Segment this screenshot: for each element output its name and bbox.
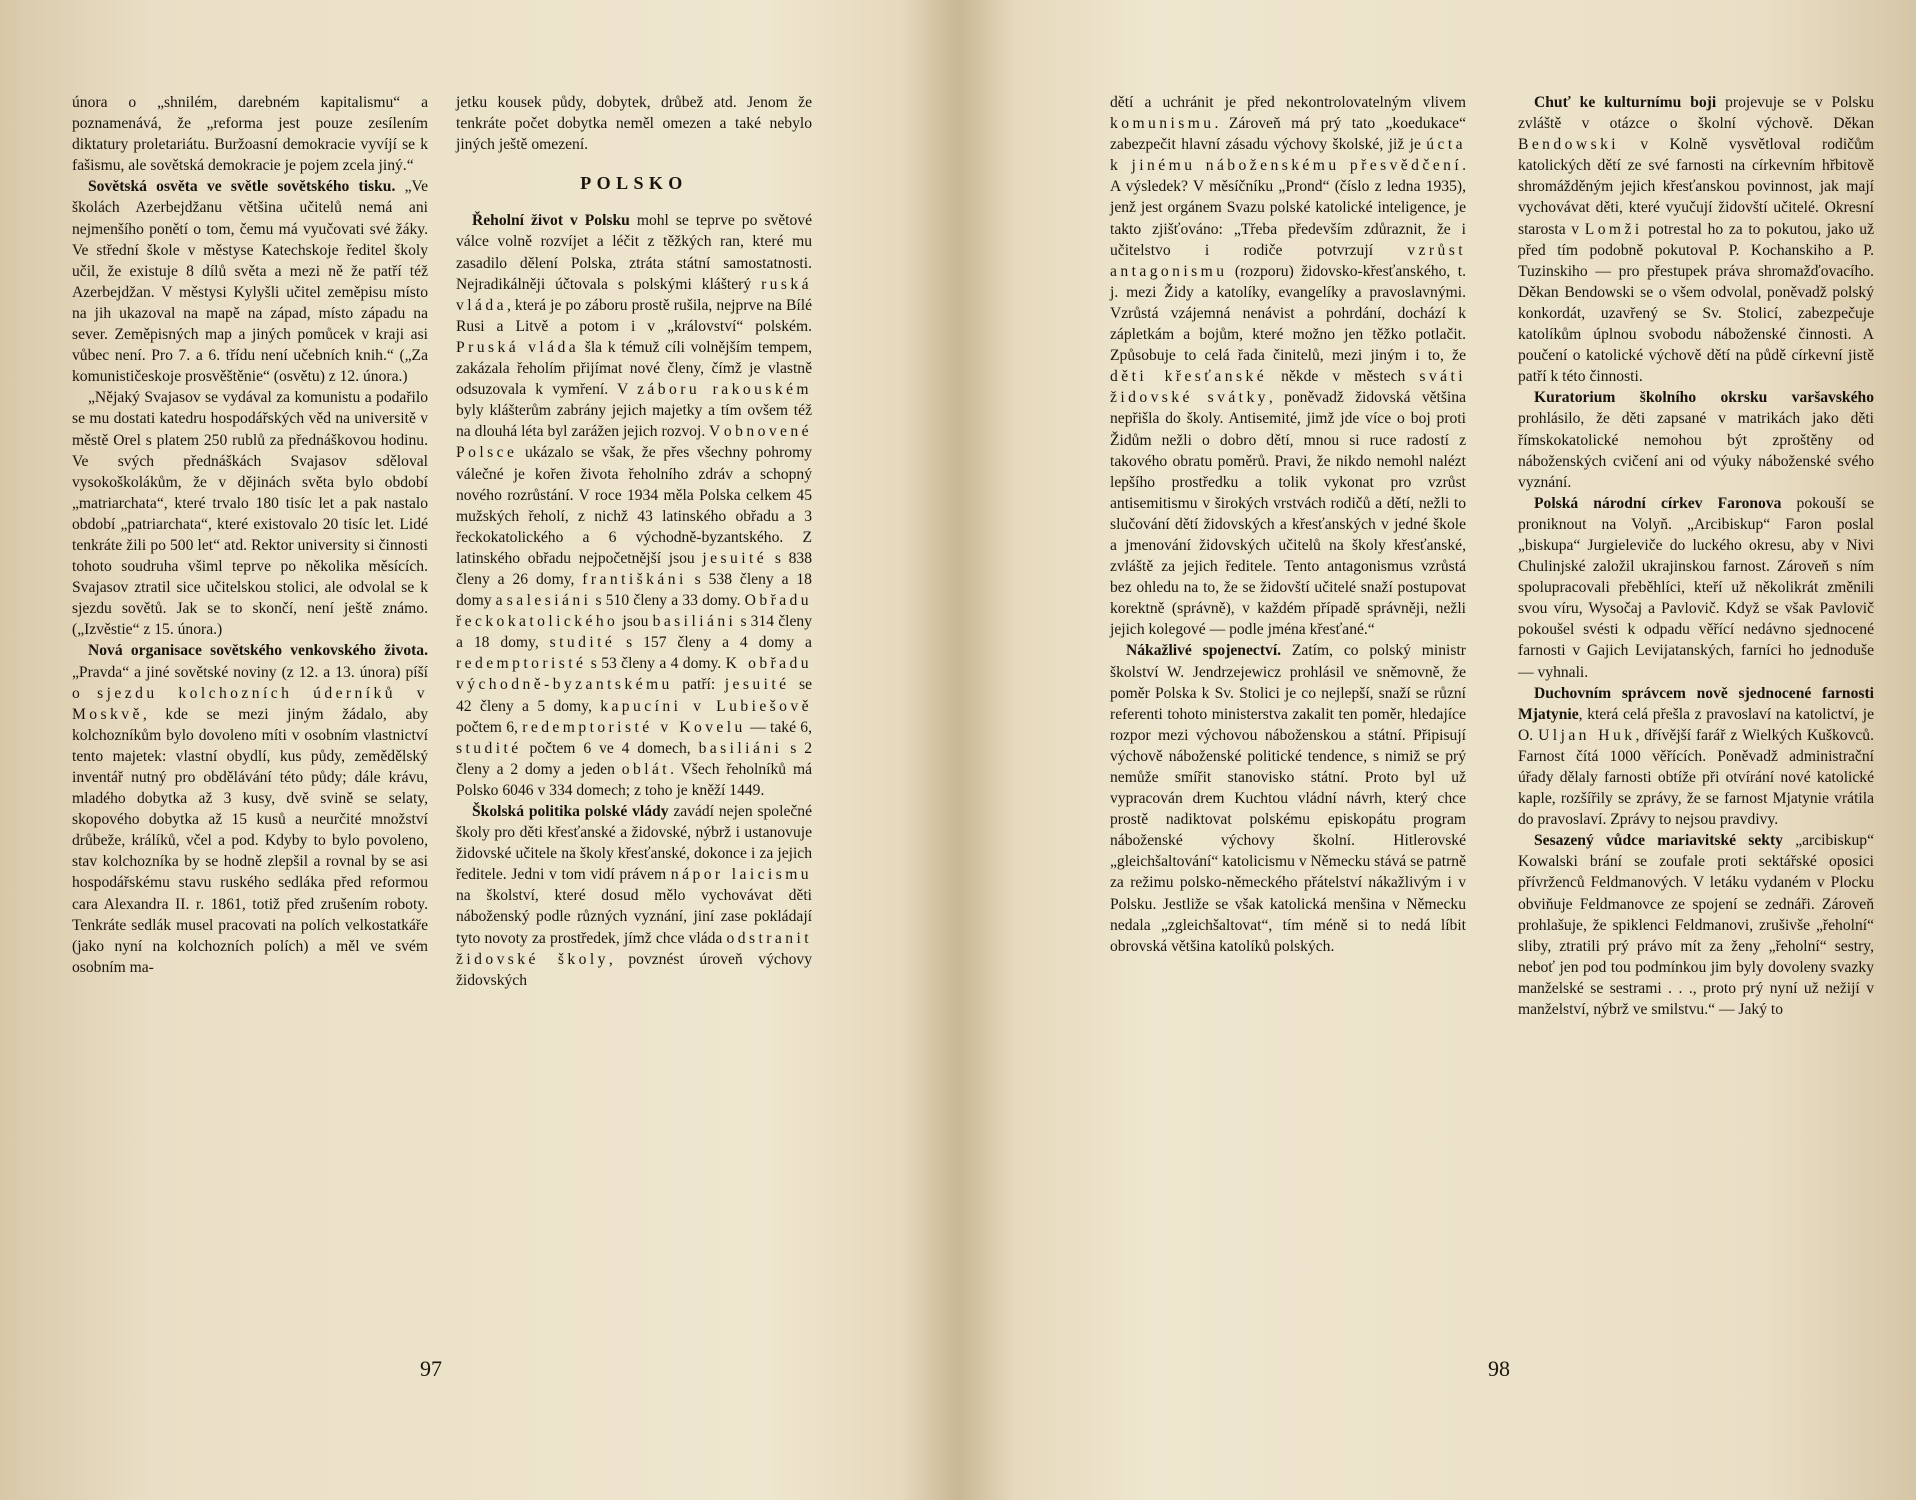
paragraph-text: „Pravda“ a jiné sovětské noviny (z 12. a 13. února) píší o bbox=[72, 663, 428, 702]
paragraph: „Nějaký Svajasov se vydával za komunistu a podařilo se mu dostati katedru hospodářských věd na universitě v městě Orel s platem 250 rublů za přednáškovou hodinu. Ve svých přednáškách Svajasov sděloval vysokoškolákům, že v dějinách světa bylo období „matriarchata“, které trvalo 180 tisíc let a pak nastalo období „patriarchata“, které existovalo 20 tisíc let. Lidé tenkráte žili po 500 let“ atd. Rektor university si činnosti tohoto soudruha všiml teprve po několika měsících. Svajasov ztratil sice učitelskou stolici, ale odvolal se k sjezdu sovětů. Jak se to skončí, není ještě známo. („Izvěstie“ z 15. února.) bbox=[72, 389, 428, 639]
spaced-emphasis: děti křesťanské bbox=[1110, 368, 1268, 386]
page-number: 98 bbox=[1488, 1356, 1510, 1381]
right-column-1 bbox=[1110, 92, 1466, 957]
paragraph-text: s 2 členy a 2 domy a jeden bbox=[456, 739, 812, 778]
paragraph-heading: Nová organisace sovětského venkovského života. bbox=[88, 642, 428, 660]
spaced-emphasis: redemptoristé v Kovelu bbox=[522, 718, 746, 736]
spaced-emphasis: vzrůst antagonismu bbox=[1110, 241, 1466, 280]
paragraph-text: , která je po záboru prostě rušila, nejprve na Bílé Rusi a Litvě a potom i v „království“ polském. bbox=[456, 296, 812, 335]
paragraph-text: . A výsledek? V měsíčníku „Prond“ (číslo z ledna 1935), jenž jest orgánem Svazu polské katolické inteligence, je takto zjišťováno: „Třeba především zdůraznit, že i učitelstvo i rodiče potvrzují bbox=[1110, 157, 1466, 259]
spaced-emphasis: nápor laicismu bbox=[670, 866, 812, 884]
spaced-emphasis: jesuité bbox=[724, 676, 790, 694]
paragraph-text: , která celá přešla z pravoslaví na katolictví, je O. bbox=[1518, 705, 1874, 744]
spaced-emphasis: Lomži bbox=[1584, 220, 1643, 238]
spaced-emphasis: studité bbox=[549, 634, 616, 652]
paragraph-heading: Chuť ke kulturnímu boji bbox=[1534, 94, 1717, 111]
paragraph-text: dětí a uchránit je před nekontrolovatelným vlivem bbox=[1110, 94, 1466, 111]
paragraph bbox=[72, 640, 428, 978]
paragraph bbox=[1518, 493, 1874, 683]
paragraph bbox=[1518, 387, 1874, 492]
paragraph-heading: Sovětská osvěta ve světle sovětského tisku. bbox=[88, 178, 396, 196]
spaced-emphasis: salesiáni bbox=[506, 592, 592, 610]
spaced-emphasis: sjezdu kolchozních úderníků v Moskvě bbox=[72, 684, 429, 723]
spaced-emphasis: basiliáni bbox=[652, 613, 737, 631]
left-column-2 bbox=[456, 92, 812, 991]
paragraph-text: byly klášterům zabrány jejich majetky a tím ovšem též na dlouhá léta byl zarážen jejich rozvoj. V bbox=[456, 402, 812, 441]
paragraph-text: potrestal ho za to pokutou, jako už před tím podobně pokutoval P. Kochanskiho a P. Tuzinskiho — pro přestupek práva shromažďovacího. Děkan Bendowski se o všem odvolal, poněvadž polský konkordát, uzavřený se Sv. Stolicí, zabezpečuje katolíkům úplnou svobodu náboženské činnosti. A poučení o katolické výchově dětí na půdě církevní jistě patří k této činnosti. bbox=[1518, 220, 1874, 386]
spaced-emphasis: františkáni bbox=[582, 570, 687, 588]
spaced-emphasis: Bendowski bbox=[1518, 136, 1620, 154]
paragraph-text: , dřívější farář z Wielkých Kuškovců. Farnost čítá 1000 věřících. Poněvadž administrační úřady dělaly farnosti obtíže při otvírání nové katolické kaple, rozšířily se zprávy, že se farnost Mjatynie vrátila do pravoslaví. Zprávy to nejsou pravdivy. bbox=[1518, 726, 1874, 829]
paragraph bbox=[1518, 683, 1874, 831]
paragraph-text: s 53 členy a 4 domy. bbox=[586, 655, 726, 673]
paragraph-text: , kde se mezi jiným žádalo, aby kolchozníkům bylo dovoleno míti v osobním vlastnictví tento majetek: vlastní obydlí, kus půdy, zemědělský inventář nutný pro obdělávání této půdy; dále krávu, mladého dobytka až 3 kusy, dvě svině se selaty, skopového dobytka až 15 kusů a neurčité množství drůbeže, králíků, včel a pod. Kdyby to bylo povoleno, stav kolchozníka by se hodně zlepšil a rovnal by se asi hospodářskému stavu ruského sedláka před reformou cara Alexandra II. r. 1861, totiž před zrušením roboty. Tenkráte sedlák musel pracovati na polích velkostatkáře (jako nyní na kolchozních polích) a měl ve svém osobním ma- bbox=[72, 705, 428, 976]
spaced-emphasis: sváti židovské svátky bbox=[1110, 368, 1466, 407]
paragraph-text: , poněvadž židovská většina nepřišla do školy. Antisemité, jimž jde více o boj proti Židům nežli o dobro dětí, mnou si ruce radostí z takového obratu poměrů. Pravi, že nikdo nemohl nalézt lepšího prostředku a tolik vykonat pro vzrůst antisemitismu v širokých vrstvách rodičů a dětí, nežli to slučování dětí židovských a křesťanských v jedné škole a jmenování židovských učitelů na školy křesťanské, zvláště za jejich ředitele. Tento antagonismus vzrůstá bez ohledu na to, že se židovští učitelé snaží postupovat korektně (správně), v každém případě správněji, nežli jejich kolegové — podle jména křesťané.“ bbox=[1110, 389, 1466, 639]
spaced-emphasis: Uljan Huk bbox=[1538, 726, 1636, 744]
paragraph-text: s 157 členy a 4 domy a bbox=[615, 634, 812, 652]
paragraph-text: — také 6, bbox=[745, 718, 812, 736]
paragraph-text: patří: bbox=[672, 676, 725, 694]
right-column-2 bbox=[1518, 92, 1874, 1020]
paragraph: února o „shnilém, darebném kapitalismu“ a poznamenává, že „reforma jest pouze zesílením diktatury proletariátu. Buržoasní demokracie vyvíjí se k fašismu, ale sovětská demokracie je pojem zcela jiný.“ bbox=[72, 94, 428, 175]
paragraph-text: „arcibiskup“ Kowalski brání se zoufale proti sektářské oposici přívrženců Feldmanových. V letáku vydaném v Plocku obviňuje Feldmanovce ze spojení se zednáři. Zároveň prohlašuje, že spiklenci Feldmanovi, zrušivše „řeholní“ sliby, ztratili prý právo mít za ženy „řeholní“ sestry, neboť jen pod tou podmínkou jim byly dovoleny svazky manželské se sestrami . . ., proto prý nyní už nežijí v manželství, nýbrž ve smilstvu.“ — Jaký to bbox=[1518, 832, 1874, 1019]
paragraph bbox=[72, 176, 428, 387]
section-heading: POLSKO bbox=[580, 173, 688, 194]
spaced-emphasis: záboru rakouském bbox=[637, 381, 812, 399]
paragraph-heading: Polská národní církev Faronova bbox=[1534, 494, 1782, 512]
spaced-emphasis: komunismu bbox=[1110, 115, 1215, 133]
paragraph-text: počtem 6 ve 4 domech, bbox=[521, 739, 699, 757]
paragraph-text: s 510 členy a 33 domy. bbox=[591, 592, 745, 610]
paragraph-text: se 42 členy a 5 domy, bbox=[456, 676, 812, 715]
spaced-emphasis: basiliáni bbox=[698, 739, 783, 757]
spaced-emphasis: Pruská vláda bbox=[456, 338, 580, 356]
spaced-emphasis: oblát bbox=[621, 760, 671, 778]
paragraph-heading: Řeholní život v Polsku bbox=[472, 212, 630, 230]
paragraph-text: počtem 6, bbox=[456, 718, 523, 736]
paragraph-text: . Zároveň má prý tato „koedukace“ zabezpečit hlavní zásadu výchovy školské, již je bbox=[1110, 115, 1466, 154]
paragraph-text: projevuje se v Polsku zvláště v otázce o školní výchově. Děkan bbox=[1518, 94, 1874, 133]
paragraph-text: mohl se teprve po světové válce volně rozvíjet a léčit z těžkých ran, které mu zasadilo dělení Polska, ztráta státní samostatnosti. Nejradikálněji účtovala s polskými klášterý bbox=[456, 212, 812, 293]
paragraph-text: prohlásilo, že děti zapsané v matrikách jako děti římskokatolické nemohou být zproštěny od náboženských cvičení ani od výuky náboženské svého vyznání. bbox=[1518, 410, 1874, 491]
spaced-emphasis: studité bbox=[456, 739, 522, 757]
page-number: 97 bbox=[420, 1356, 442, 1381]
paragraph bbox=[456, 801, 812, 991]
paragraph-text: ukázalo se však, že přes všechny pohromy válečné je kořen života řeholního zdráv a schopný nového rozrůstání. V roce 1934 měla Polska celkem 45 mužských řeholí, z nichž 43 latinského obřadu a 3 řeckokatolického a 6 východně-byzantského. Z latinského obřadu nejpočetnější jsou bbox=[456, 444, 812, 567]
paragraph-text: . Všech řeholníků má Polsko 6046 v 334 domech; z toho je kněží 1449. bbox=[456, 760, 812, 799]
paragraph bbox=[1518, 830, 1874, 1020]
paragraph-text: šla k témuž cíli volnějším tempem, zakázala řeholím přijímat nové členy, čímž je vlastně odsuzovala k vymření. V bbox=[456, 338, 812, 399]
paragraph-text: (rozporu) židovsko-křesťanského, t. j. mezi Židy a katolíky, evangelíky a pravoslavnými. Vzrůstá vzájemná nenávist a pohrdání, dochází k zápletkám a bojům, které možno jen těžko potlačit. Způsobuje to celá řada činitelů, mezi jiným i to, že bbox=[1110, 262, 1466, 365]
paragraph-text: s 838 členy a 26 domy, bbox=[456, 549, 812, 588]
spaced-emphasis: ruská vláda bbox=[456, 275, 812, 314]
left-column-1 bbox=[72, 92, 428, 978]
paragraph-heading: Kuratorium školního okrsku varšavského bbox=[1534, 389, 1874, 407]
paragraph bbox=[1110, 92, 1466, 640]
spaced-emphasis: Obřadu řeckokatolického bbox=[456, 592, 812, 631]
paragraph-text: v Kolně vysvětloval rodičům katolických dětí ze své farnosti na církevním hřbitově shromážděným jejich křesťanskou povinnost, jak mají vychovávat děti, které vyučují židovští učitelé. Okresní starosta v bbox=[1518, 136, 1874, 238]
paragraph bbox=[456, 210, 812, 801]
spaced-emphasis: úcta k jinému náboženskému přesvědčení bbox=[1110, 136, 1466, 175]
paragraph-text: s 538 členy a 18 domy a bbox=[456, 570, 812, 610]
paragraph-text: pokouší se proniknout na Volyň. „Arcibiskup“ Faron poslal „biskupa“ Jurgieleviče do luckého okresu, aby v Nivi Chulinjské založil ukrajinskou farnost. Zároveň s ním spolupracovali přeběhlíci, kteří už několikrát změnili svou víru, Wysočaj a Pavlovič. Když se však Pavlovič pokoušel svésti k odpadu věřící nedávno sjednocené farnosti v Gajich Levijatanských, farníci ho jednoduše — vyhnali. bbox=[1518, 494, 1875, 681]
paragraph-text: na školství, které dosud mělo vychovávat děti náboženský podle různých vyznání, jiní zase pokládají tyto novoty za prostředek, jímž chce vláda bbox=[456, 887, 812, 947]
spaced-emphasis: K obřadu východně-byzantskému bbox=[456, 655, 812, 694]
spaced-emphasis: jesuité bbox=[702, 549, 768, 567]
spaced-emphasis: kapucíni v Lubiešově bbox=[600, 697, 812, 715]
spaced-emphasis: odstranit židovské školy bbox=[456, 929, 812, 968]
paragraph: jetku kousek půdy, dobytek, drůbež atd. Jenom že tenkráte počet dobytka neměl omezen a také nebylo jiných ještě omezení. bbox=[456, 94, 812, 154]
spaced-emphasis: redemptoristé bbox=[456, 655, 587, 673]
paragraph-heading: Sesazený vůdce mariavitské sekty bbox=[1534, 832, 1783, 850]
paragraph-text: Zatím, co polský ministr školství W. Jendrzejewicz prohlásil ve sněmovně, že poměr Polska k Sv. Stolici je co nejlepší, snaží se různí referenti tohoto ministerstva zakalit ten poměr, hledajíce rozpor mezi výchovou náboženskou a státní. Připisují výchově náboženské politické tendence, s nimiž se prý nemůže smířit stanovisko státní. Proto byl už vypracován drem Kuchtou vládní návrh, který chce prostě nadiktovat polskému episkopátu program náboženské výchovy školní. Hitlerovské „gleichšaltování“ katolicismu v Německu stává se patrně za režimu polsko-německého přátelství nákažlivým i v Polsku. Jestliže se však katolická menšina v Německu nedala „zgleichšaltovat“, tím méně si to nedá líbit obrovská většina katolíků polských. bbox=[1110, 642, 1466, 955]
paragraph-text: zavádí nejen společné školy pro děti křesťanské a židovské, nýbrž i ustanovuje židovské učitele na školy křesťanské, dokonce i za jejich ředitele. Jedni v tom vidí právem bbox=[456, 803, 812, 884]
paragraph bbox=[1110, 640, 1466, 956]
spaced-emphasis: obnovené Polsce bbox=[456, 423, 812, 462]
paragraph bbox=[1518, 92, 1874, 387]
paragraph-text: s 314 členy a 18 domy, bbox=[456, 613, 812, 652]
paragraph-text: jsou bbox=[618, 613, 653, 631]
paragraph-text: „Ve školách Azerbejdžanu většina učitelů nemá ani nejmenšího ponětí o tom, čemu má vyučovati své žáky. Ve střední škole v městyse Katechskoje ředitel školy učil, že existuje 8 dílů světa a mezi ně že patří též Azerbejdžan. V městysi Kylyšli učitel zeměpisu místo na jih ukazoval na mapě na západ, místo západu na sever. Zeměpisných map a jiných pomůcek v kraji asi vůbec není. Pro 7. a 6. třídu není učebních knih.“ („Za komunističeskoje prosvěštěnie“ (osvětu) z 12. února.) bbox=[72, 178, 428, 386]
paragraph-text: někde v městech bbox=[1267, 368, 1420, 386]
right-page bbox=[958, 0, 1916, 1500]
paragraph-text: , povznést úroveň výchovy židovských bbox=[456, 950, 813, 989]
paragraph-heading: Nákažlivé spojenectví. bbox=[1126, 642, 1282, 660]
paragraph-heading: Školská politika polské vlády bbox=[472, 803, 669, 820]
paragraph-heading: Duchovním správcem nově sjednocené farnosti Mjatynie bbox=[1518, 684, 1874, 723]
